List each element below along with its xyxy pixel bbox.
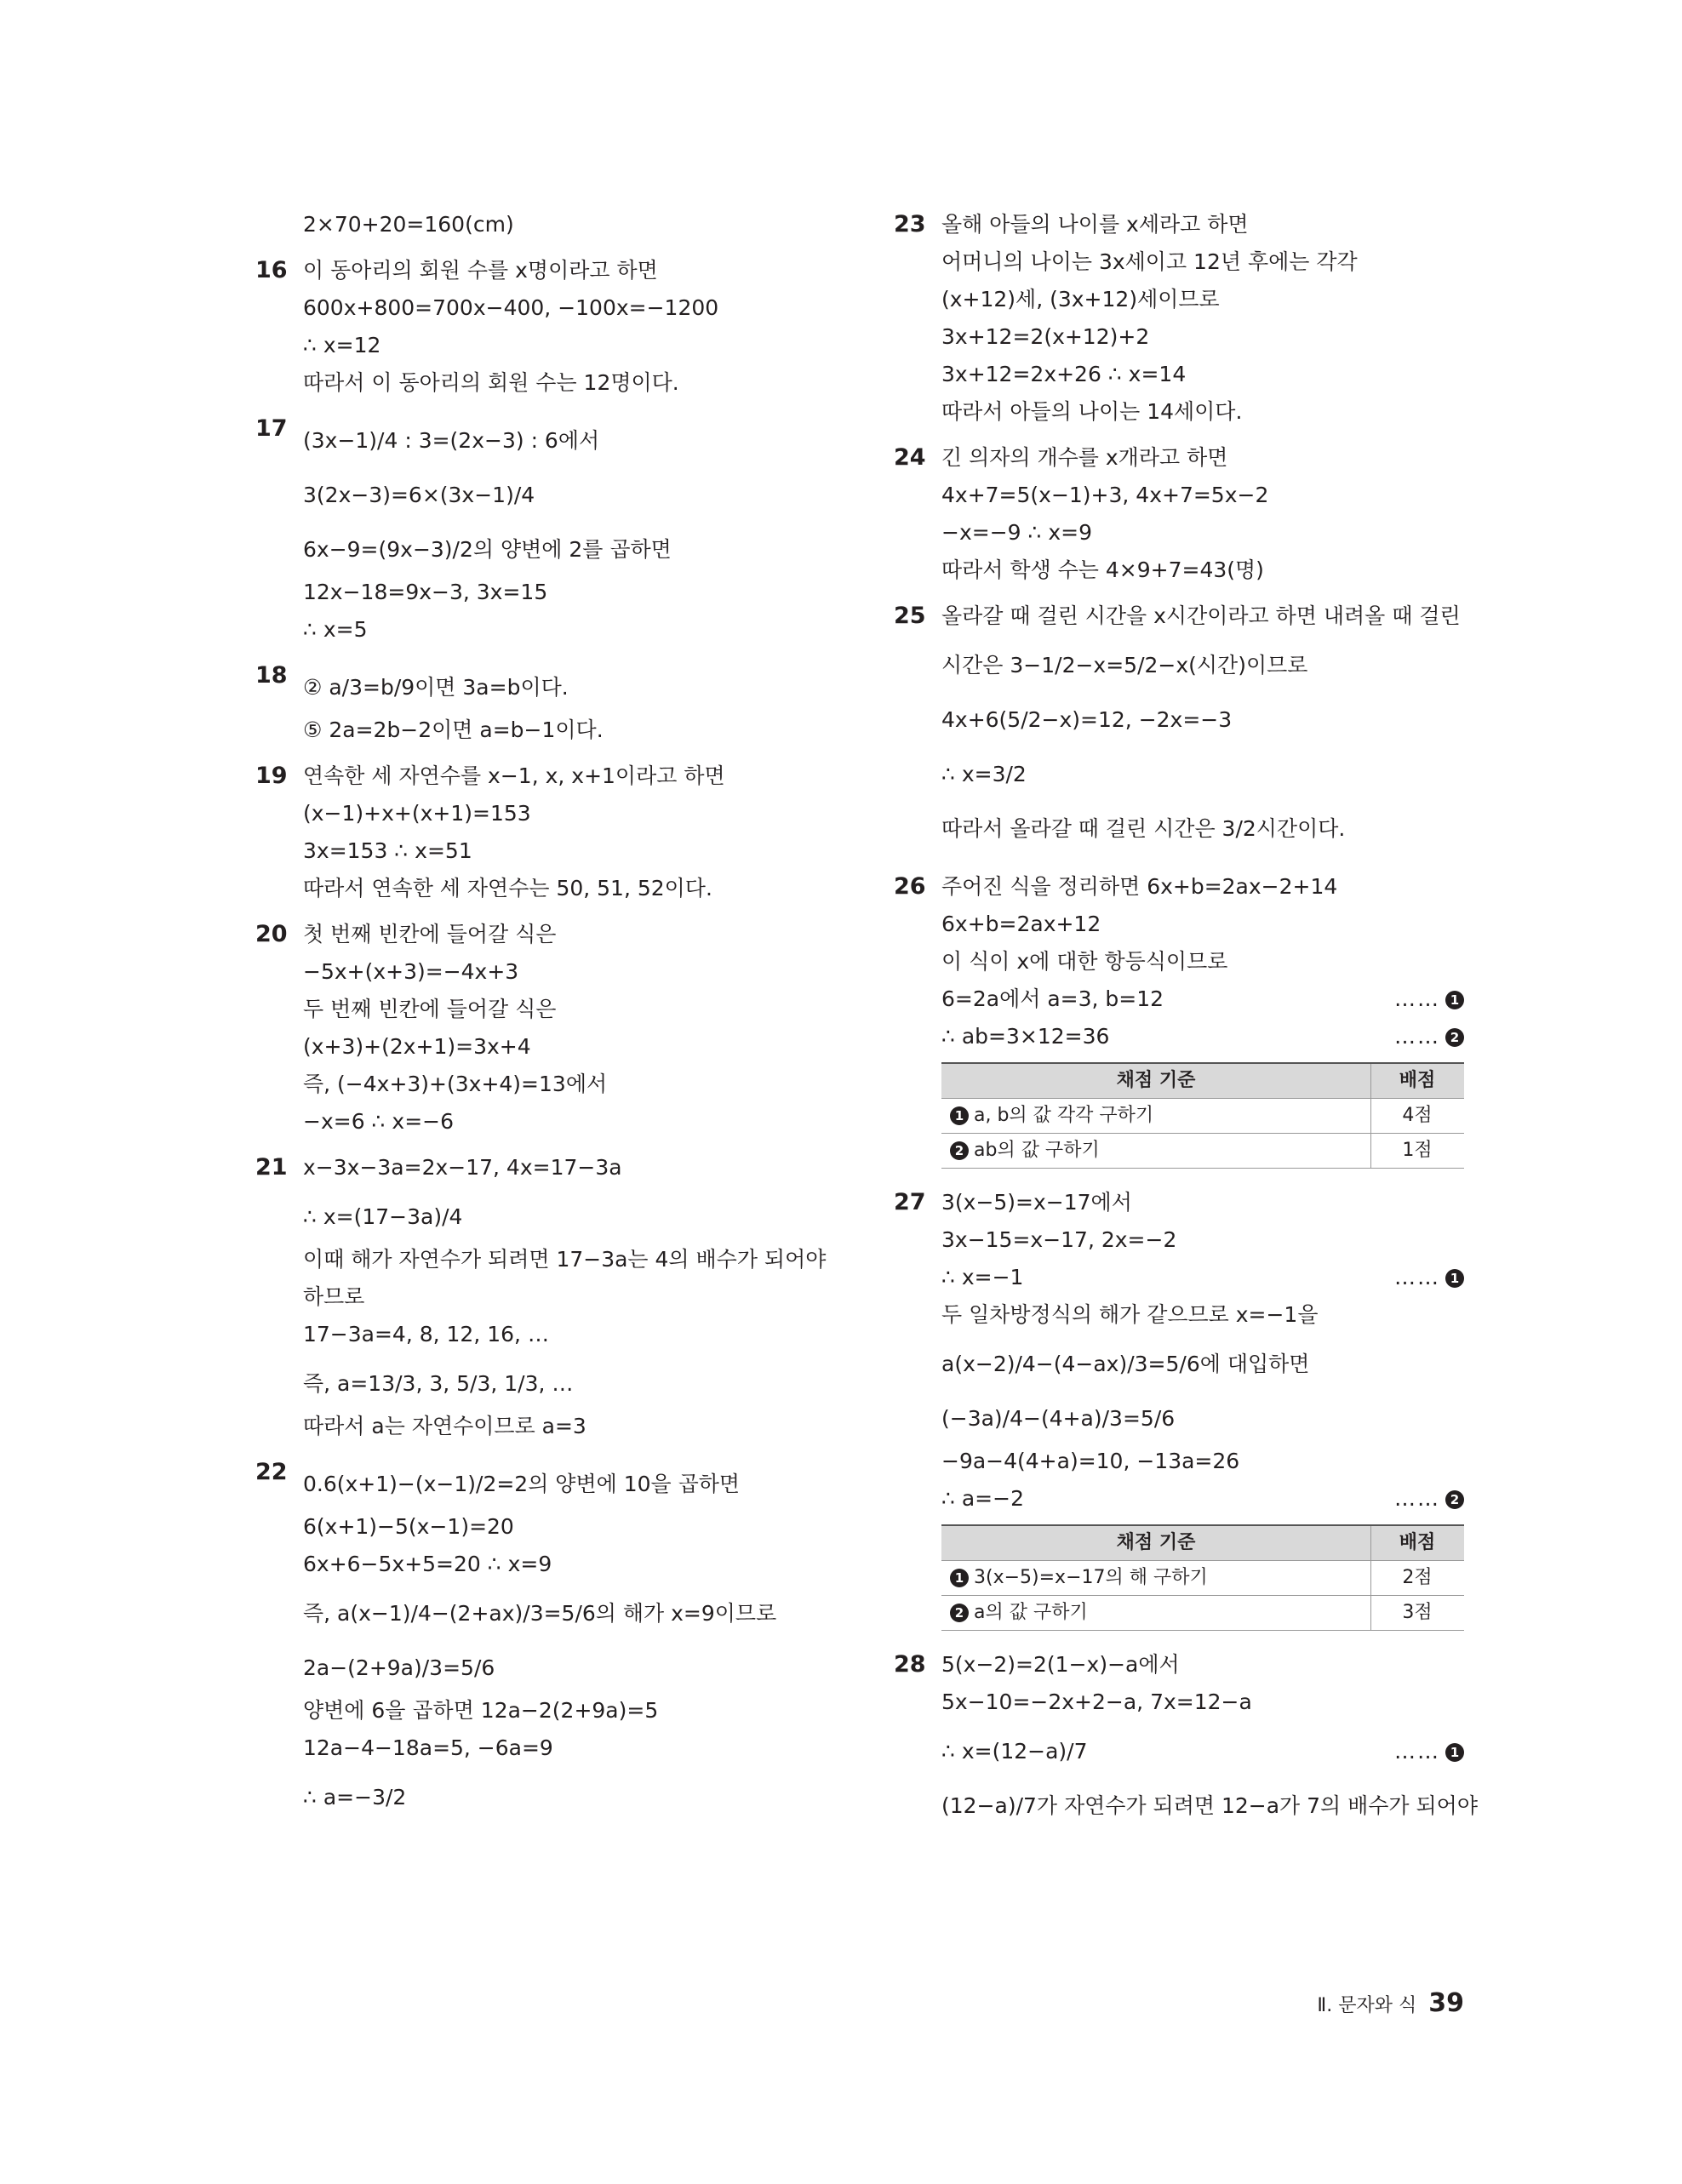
step-number-badge: 1 [1445, 1743, 1464, 1762]
problem-number: 16 [255, 257, 288, 283]
solution-text: 6=2a에서 a=3, b=12 [941, 986, 1164, 1011]
solution-text: ⑤ 2a=2b−2이면 a=b−1이다. [303, 718, 604, 742]
solution-text: 올라갈 때 걸린 시간을 x시간이라고 하면 내려올 때 걸린 [941, 603, 1461, 628]
solution-line [303, 526, 851, 574]
solution-line [303, 296, 851, 320]
solution-text: (12−a)/7가 자연수가 되려면 12−a가 7의 배수가 되어야 [941, 1793, 1478, 1818]
solution-text: 시간은 3−1/2−x=5/2−x(시간)이므로 [941, 653, 1308, 677]
solution-line [941, 875, 1464, 899]
solution-line [303, 618, 851, 642]
problem-26 [894, 875, 1464, 1169]
problem-25 [894, 604, 1464, 853]
step-number-badge: 2 [950, 1141, 969, 1160]
problem-28 [894, 1651, 1478, 1830]
leader-dots: …… [1394, 986, 1440, 1011]
solution-line [941, 604, 1464, 628]
solution-line [303, 839, 851, 863]
solution-text: a(x−2)/4−(4−ax)/3=5/6에 대입하면 [941, 1352, 1310, 1376]
step-number-badge: 1 [950, 1106, 969, 1125]
solution-text: 따라서 아들의 나이는 14세이다. [941, 399, 1243, 424]
solution-line [303, 213, 851, 237]
problem-number: 17 [255, 415, 288, 442]
solution-text: 즉, (−4x+3)+(3x+4)=13에서 [303, 1072, 608, 1096]
solution-line [303, 334, 851, 357]
solution-text: 이 동아리의 회원 수를 x명이라고 하면 [303, 258, 658, 283]
solution-line [303, 1072, 851, 1096]
solution-line [941, 521, 1464, 545]
problem-24 [894, 446, 1464, 582]
solution-line [941, 696, 1464, 744]
solution-text: 12x−18=9x−3, 3x=15 [303, 580, 548, 604]
solution-line [303, 1774, 851, 1821]
solution-text: 즉, a(x−1)/4−(2+ax)/3=5/6의 해가 x=9이므로 [303, 1601, 777, 1626]
solution-line [303, 802, 851, 826]
problem-18 [255, 664, 851, 742]
solution-text: 두 일차방정식의 해가 같으므로 x=−1을 [941, 1302, 1319, 1327]
score-header: 배점 [1371, 1525, 1465, 1561]
solution-text: 따라서 연속한 세 자연수는 50, 51, 52이다. [303, 876, 712, 900]
solution-line [303, 1035, 851, 1059]
solution-line [303, 1515, 851, 1539]
problem-20 [255, 923, 851, 1134]
solution-text: ∴ a=−2 [941, 1486, 1024, 1511]
solution-line [941, 1449, 1464, 1473]
solution-line [303, 1736, 851, 1760]
solution-line [303, 960, 851, 984]
solution-line [303, 1415, 851, 1438]
problem-number: 19 [255, 763, 288, 789]
solution-text: 첫 번째 빈칸에 들어갈 식은 [303, 922, 557, 946]
solution-line [941, 642, 1464, 689]
step-marker [1394, 1266, 1464, 1289]
solution-line [303, 371, 851, 395]
score-cell: 1점 [1371, 1134, 1465, 1169]
solution-line [941, 250, 1464, 274]
solution-line [941, 446, 1464, 470]
problem-23 [894, 213, 1464, 424]
solution-text: 3(2x−3)=6×(3x−1)/4 [303, 483, 535, 507]
problem-number: 18 [255, 662, 288, 689]
solution-text: 6x−9=(9x−3)/2의 양변에 2를 곱하면 [303, 537, 672, 562]
solution-line [941, 912, 1464, 936]
solution-line [303, 472, 851, 519]
solution-text: ∴ x=12 [303, 333, 381, 357]
solution-text: 3x−15=x−17, 2x=−2 [941, 1227, 1177, 1252]
solution-text: ∴ x=5 [303, 617, 368, 642]
solution-line [941, 1266, 1464, 1289]
solution-line [303, 1285, 851, 1309]
solution-text: 두 번째 빈칸에 들어갈 식은 [303, 997, 557, 1021]
solution-line [303, 877, 851, 900]
solution-line [941, 1025, 1464, 1049]
solution-line [303, 1193, 851, 1241]
criteria-text: a, b의 값 각각 구하기 [974, 1105, 1154, 1126]
solution-text: −9a−4(4+a)=10, −13a=26 [941, 1449, 1240, 1473]
solution-text: 5x−10=−2x+2−a, 7x=12−a [941, 1689, 1252, 1714]
step-marker [1394, 987, 1464, 1011]
solution-line [941, 987, 1464, 1011]
problem-number: 24 [894, 444, 926, 471]
solution-text: 따라서 학생 수는 4×9+7=43(명) [941, 557, 1264, 582]
solution-text: 3(x−5)=x−17에서 [941, 1190, 1132, 1215]
solution-line [303, 1644, 851, 1692]
table-row [941, 1596, 1464, 1631]
problem-number: 27 [894, 1189, 926, 1215]
problem-19 [255, 764, 851, 900]
solution-text: ∴ x=(12−a)/7 [941, 1739, 1088, 1764]
table-row [941, 1099, 1464, 1134]
solution-line [941, 950, 1464, 974]
step-number-badge: 2 [1445, 1490, 1464, 1509]
solution-text: 따라서 이 동아리의 회원 수는 12명이다. [303, 370, 679, 395]
problem-continued [255, 213, 851, 237]
criteria-header: 채점 기준 [941, 1063, 1371, 1099]
solution-text: −x=−9 ∴ x=9 [941, 520, 1092, 545]
criteria-text: a의 값 구하기 [974, 1602, 1088, 1623]
solution-text: 긴 의자의 개수를 x개라고 하면 [941, 445, 1228, 470]
solution-text: 연속한 세 자연수를 x−1, x, x+1이라고 하면 [303, 763, 725, 788]
solution-line [941, 805, 1464, 853]
problem-21 [255, 1156, 851, 1438]
solution-text: 올해 아들의 나이를 x세라고 하면 [941, 212, 1249, 237]
scoring-table [941, 1062, 1464, 1169]
solution-line [303, 1590, 851, 1638]
solution-text: (x+3)+(2x+1)=3x+4 [303, 1034, 531, 1059]
solution-text: 이 식이 x에 대한 항등식이므로 [941, 949, 1228, 974]
table-header-row [941, 1063, 1464, 1099]
solution-line [941, 363, 1464, 386]
solution-line [303, 417, 851, 465]
problem-number: 20 [255, 921, 288, 947]
solution-text: 주어진 식을 정리하면 6x+b=2ax−2+14 [941, 874, 1338, 899]
criteria-cell [941, 1596, 1371, 1631]
solution-line [303, 718, 851, 742]
solution-line [941, 1191, 1464, 1215]
solution-text: 어머니의 나이는 3x세이고 12년 후에는 각각 [941, 249, 1358, 274]
solution-text: 0.6(x+1)−(x−1)/2=2의 양변에 10을 곱하면 [303, 1472, 741, 1496]
problem-27 [894, 1191, 1464, 1631]
solution-line [941, 325, 1464, 349]
solution-text: −x=6 ∴ x=−6 [303, 1109, 454, 1134]
solution-text: (3x−1)/4 : 3=(2x−3) : 6에서 [303, 428, 600, 453]
problem-22 [255, 1461, 851, 1821]
solution-text: 4x+6(5/2−x)=12, −2x=−3 [941, 707, 1233, 732]
leader-dots: …… [1394, 1265, 1440, 1289]
solution-line [303, 1323, 851, 1346]
step-number-badge: 1 [950, 1569, 969, 1587]
solution-text: 3x=153 ∴ x=51 [303, 838, 472, 863]
score-cell: 2점 [1371, 1561, 1465, 1596]
solution-line [303, 1461, 851, 1508]
solution-text: 따라서 올라갈 때 걸린 시간은 3/2시간이다. [941, 816, 1346, 841]
step-marker [1394, 1487, 1464, 1511]
table-row [941, 1134, 1464, 1169]
solution-text: ∴ ab=3×12=36 [941, 1024, 1110, 1049]
solution-line [303, 580, 851, 604]
solution-line [303, 923, 851, 946]
solution-text: (−3a)/4−(4+a)/3=5/6 [941, 1406, 1176, 1431]
table-row [941, 1561, 1464, 1596]
solution-text: x−3x−3a=2x−17, 4x=17−3a [303, 1155, 622, 1180]
step-marker [1394, 1025, 1464, 1049]
page-number: 39 [1428, 1988, 1464, 2018]
problem-17 [255, 417, 851, 642]
problem-16 [255, 259, 851, 395]
solution-text: 하므로 [303, 1284, 365, 1309]
solution-text: −5x+(x+3)=−4x+3 [303, 959, 519, 984]
solution-line [303, 998, 851, 1021]
solution-line [303, 1552, 851, 1576]
step-number-badge: 1 [1445, 1269, 1464, 1288]
left-column [255, 213, 851, 1844]
solution-line [941, 213, 1464, 237]
scoring-table [941, 1524, 1464, 1631]
criteria-cell [941, 1134, 1371, 1169]
solution-line [303, 664, 851, 712]
solution-text: ∴ x=−1 [941, 1265, 1024, 1289]
solution-text: 따라서 a는 자연수이므로 a=3 [303, 1414, 586, 1438]
solution-line [941, 1303, 1464, 1327]
solution-line [303, 1248, 851, 1272]
page-footer [1317, 1988, 1464, 2018]
solution-text: 2×70+20=160(cm) [303, 212, 514, 237]
solution-line [303, 1699, 851, 1723]
criteria-cell [941, 1099, 1371, 1134]
score-cell: 3점 [1371, 1596, 1465, 1631]
step-number-badge: 1 [1445, 991, 1464, 1009]
solution-text: 이때 해가 자연수가 되려면 17−3a는 4의 배수가 되어야 [303, 1247, 827, 1272]
criteria-text: ab의 값 구하기 [974, 1140, 1100, 1161]
solution-line [941, 1690, 1464, 1714]
right-column [894, 211, 1478, 1852]
solution-line [941, 1395, 1464, 1443]
solution-text: ∴ x=(17−3a)/4 [303, 1204, 463, 1229]
solution-line [941, 1653, 1464, 1677]
solution-text: 4x+7=5(x−1)+3, 4x+7=5x−2 [941, 483, 1269, 507]
leader-dots: …… [1394, 1739, 1440, 1764]
solution-text: 3x+12=2(x+12)+2 [941, 324, 1150, 349]
problem-number: 23 [894, 211, 926, 237]
solution-line [941, 1782, 1478, 1830]
solution-text: (x+12)세, (3x+12)세이므로 [941, 287, 1220, 312]
problem-number: 28 [894, 1651, 926, 1678]
score-cell: 4점 [1371, 1099, 1465, 1134]
table-header-row [941, 1525, 1464, 1561]
solution-line [941, 558, 1464, 582]
solution-text: 3x+12=2x+26 ∴ x=14 [941, 362, 1187, 386]
problem-number: 21 [255, 1154, 288, 1181]
solution-line [303, 1110, 851, 1134]
solution-line [303, 259, 851, 283]
solution-line [941, 1228, 1464, 1252]
step-number-badge: 2 [1445, 1028, 1464, 1047]
step-marker [1394, 1740, 1464, 1764]
leader-dots: …… [1394, 1486, 1440, 1511]
solution-line [941, 400, 1464, 424]
problem-number: 22 [255, 1459, 288, 1485]
solution-line [303, 1156, 851, 1180]
solution-line [941, 751, 1464, 798]
solution-line [941, 288, 1464, 312]
solution-line [941, 1487, 1464, 1511]
solution-text: 5(x−2)=2(1−x)−a에서 [941, 1652, 1180, 1677]
leader-dots: …… [1394, 1024, 1440, 1049]
solution-text: 12a−4−18a=5, −6a=9 [303, 1735, 553, 1760]
score-header: 배점 [1371, 1063, 1465, 1099]
solution-text: 6x+b=2ax+12 [941, 912, 1101, 936]
criteria-text: 3(x−5)=x−17의 해 구하기 [974, 1567, 1208, 1588]
solution-text: 17−3a=4, 8, 12, 16, … [303, 1322, 549, 1346]
solution-text: 2a−(2+9a)/3=5/6 [303, 1655, 495, 1680]
solution-text: 6(x+1)−5(x−1)=20 [303, 1514, 514, 1539]
solution-line [941, 1728, 1464, 1775]
solution-text: ② a/3=b/9이면 3a=b이다. [303, 675, 569, 700]
solution-text: 6x+6−5x+5=20 ∴ x=9 [303, 1552, 552, 1576]
problem-number: 25 [894, 603, 926, 629]
solution-text: ∴ x=3/2 [941, 762, 1027, 786]
criteria-cell [941, 1561, 1371, 1596]
solution-text: ∴ a=−3/2 [303, 1785, 407, 1810]
solution-line [303, 764, 851, 788]
solution-line [303, 1360, 851, 1408]
solution-text: (x−1)+x+(x+1)=153 [303, 801, 531, 826]
section-title: Ⅱ. 문자와 식 [1317, 1995, 1417, 2016]
solution-line [941, 1341, 1464, 1388]
solution-text: 즉, a=13/3, 3, 5/3, 1/3, … [303, 1371, 574, 1396]
problem-number: 26 [894, 873, 926, 900]
solution-text: 양변에 6을 곱하면 12a−2(2+9a)=5 [303, 1698, 659, 1723]
criteria-header: 채점 기준 [941, 1525, 1371, 1561]
solution-text: 600x+800=700x−400, −100x=−1200 [303, 295, 719, 320]
step-number-badge: 2 [950, 1604, 969, 1622]
solution-line [941, 483, 1464, 507]
